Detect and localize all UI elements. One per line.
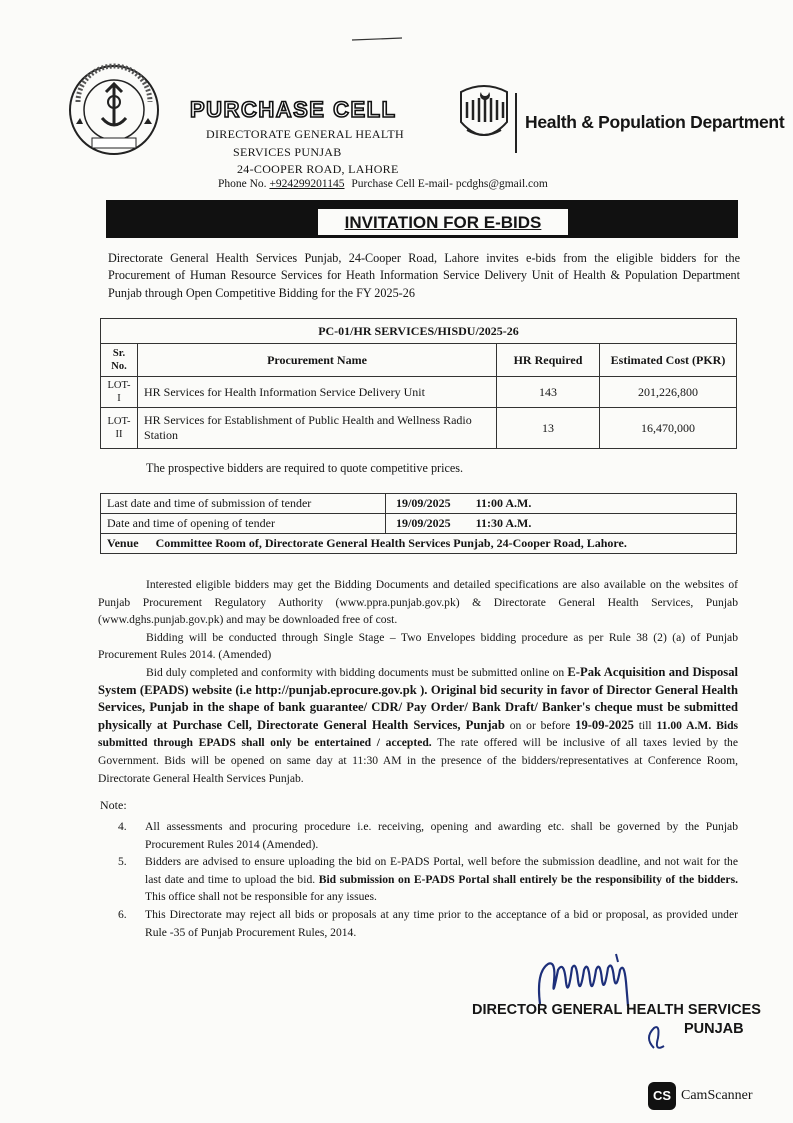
bid-date: 19-09-2025 (575, 717, 634, 732)
header-hr: HR Required (497, 344, 600, 377)
banner-title: INVITATION FOR E-BIDS (344, 213, 542, 232)
email-address: pcdghs@gmail.com (455, 178, 548, 190)
table-row (101, 377, 737, 408)
note-number: 4. (118, 820, 127, 833)
venue-label: Venue (107, 536, 139, 550)
bid-text: The rate offered will be inclusive of all taxes levied by the Government. Bids will be opened on same day at 11:30 AM in the presence of the bidders/representatives at Conference Room, Directorate General Health Services Punjab. (98, 736, 738, 785)
org-name-line1: DIRECTORATE GENERAL HEALTH (206, 127, 405, 141)
notes-list (118, 818, 738, 941)
body-paragraph (98, 664, 738, 787)
org-name-line2: SERVICES PUNJAB (233, 145, 342, 159)
phone-number: +924299201145 (269, 178, 345, 190)
email-label: Purchase Cell E-mail- (351, 178, 453, 190)
signatory-title: DIRECTOR GENERAL HEALTH SERVICES (472, 1002, 761, 1018)
competitive-note: The prospective bidders are required to quote competitive prices. (146, 461, 464, 475)
note-text-bold: Bid submission on E-PADS Portal shall entirely be the responsibility of the bidders. (318, 872, 738, 886)
note-number: 5. (118, 855, 127, 869)
bid-text-bold: E-Pak Acquisition and Disposal System (EPADS) website (i.e http://punjab.eprocure.gov.pk ). Original bid security in favor of Director General Health Services, Punjab in the shape of bank guarantee/ CDR/ Pay Order/ Bank Draft/ Banker's cheque must be submitted physically at Purchase Cell, Directorate General Health Services, Punjab (98, 664, 738, 732)
page-title: PURCHASE CELL (190, 97, 397, 122)
camscanner-logo-icon: CS (648, 1082, 676, 1110)
schedule-label: Last date and time of submission of tender (101, 494, 386, 514)
body-paragraph: Bidding will be conducted through Single Stage – Two Envelopes bidding procedure as per Rule 38 (2) (a) of Punjab Procurement Rules 2014. (Amended) (98, 630, 738, 662)
bid-time: 11.00 A.M. Bids submitted through EPADS shall only be entertained / accepted. (98, 718, 739, 750)
pen-mark (350, 36, 405, 42)
schedule-date: 19/09/2025 (396, 516, 451, 530)
row-hr: 143 (497, 377, 600, 408)
row-name: HR Services for Establishment of Public Health and Wellness Radio Station (138, 408, 497, 449)
seal-logo (66, 62, 162, 158)
note-label: Note: (100, 798, 127, 812)
row-sr: LOT-II (101, 408, 138, 449)
list-item (118, 853, 738, 906)
schedule-datetime (386, 494, 737, 514)
initial-mark (640, 1018, 680, 1058)
body-paragraph: Interested eligible bidders may get the Bidding Documents and detailed specifications are also available on the websites of Punjab Procurement Regulatory Authority (www.ppra.punjab.gov.pk) & Directorate General Health Services, Punjab (www.dghs.punjab.gov.pk) and may be downloaded free of cost. (98, 578, 738, 627)
table-header-row (101, 344, 737, 377)
table-reference: PC-01/HR SERVICES/HISDU/2025-26 (101, 319, 737, 344)
row-hr: 13 (497, 408, 600, 449)
punjab-emblem-icon (457, 82, 511, 146)
header-divider (515, 93, 517, 153)
header-sr: Sr. No. (101, 344, 138, 377)
title-banner (106, 200, 738, 238)
schedule-time: 11:00 A.M. (475, 496, 532, 510)
intro-paragraph: Directorate General Health Services Punjab, 24-Cooper Road, Lahore invites e-bids from the eligible bidders for the Procurement of Human Resource Services for Heath Information Service Delivery Unit of Health & Population Department Punjab through Open Competitive Bidding for the FY 2025-26 (108, 251, 740, 300)
bid-text: on or before (509, 718, 571, 732)
procurement-table (100, 318, 737, 449)
camscanner-text: CamScanner (681, 1088, 753, 1103)
schedule-label: Date and time of opening of tender (101, 514, 386, 534)
org-address: 24-COOPER ROAD, LAHORE (237, 162, 399, 176)
department-name: Health & Population Department (525, 112, 785, 132)
phone-label: Phone No. (218, 178, 267, 190)
venue-cell (101, 534, 737, 554)
signatory-subtitle: PUNJAB (684, 1021, 744, 1037)
table-row (101, 408, 737, 449)
note-text: Bidders are advised to ensure uploading the bid on E-PADS Portal, well before the submission deadline, and not wait for the last date and time to upload the bid. (145, 855, 738, 886)
list-item (118, 906, 738, 941)
note-text: This Directorate may reject all bids or proposals at any time prior to the acceptance of a bid or proposal, as provided under Rule -35 of Punjab Procurement Rules, 2014. (145, 907, 738, 939)
row-name: HR Services for Health Information Service Delivery Unit (138, 377, 497, 408)
schedule-datetime (386, 514, 737, 534)
table-row (101, 494, 737, 514)
row-cost: 201,226,800 (600, 377, 737, 408)
table-row (101, 514, 737, 534)
body-text (98, 576, 738, 787)
venue-text: Committee Room of, Directorate General Health Services Punjab, 24-Cooper Road, Lahore. (155, 536, 627, 550)
list-item (118, 818, 738, 853)
header-cost: Estimated Cost (PKR) (600, 344, 737, 377)
note-text: This office shall not be responsible for any issues. (145, 890, 377, 904)
row-sr: LOT-I (101, 377, 138, 408)
bid-text: Bid duly completed and conformity with bidding documents must be submitted online on (146, 665, 565, 679)
note-text: All assessments and procuring procedure i.e. receiving, opening and awarding etc. shall be governed by the Punjab Procurement Rules 2014 (Amended). (145, 820, 738, 851)
row-cost: 16,470,000 (600, 408, 737, 449)
schedule-date: 19/09/2025 (396, 496, 451, 510)
banner-label-box (318, 209, 568, 235)
schedule-time: 11:30 A.M. (475, 516, 532, 530)
schedule-table (100, 493, 737, 554)
contact-line (218, 178, 548, 190)
note-number: 6. (118, 907, 127, 921)
table-row (101, 534, 737, 554)
bid-text: till (638, 718, 652, 732)
header-name: Procurement Name (138, 344, 497, 377)
